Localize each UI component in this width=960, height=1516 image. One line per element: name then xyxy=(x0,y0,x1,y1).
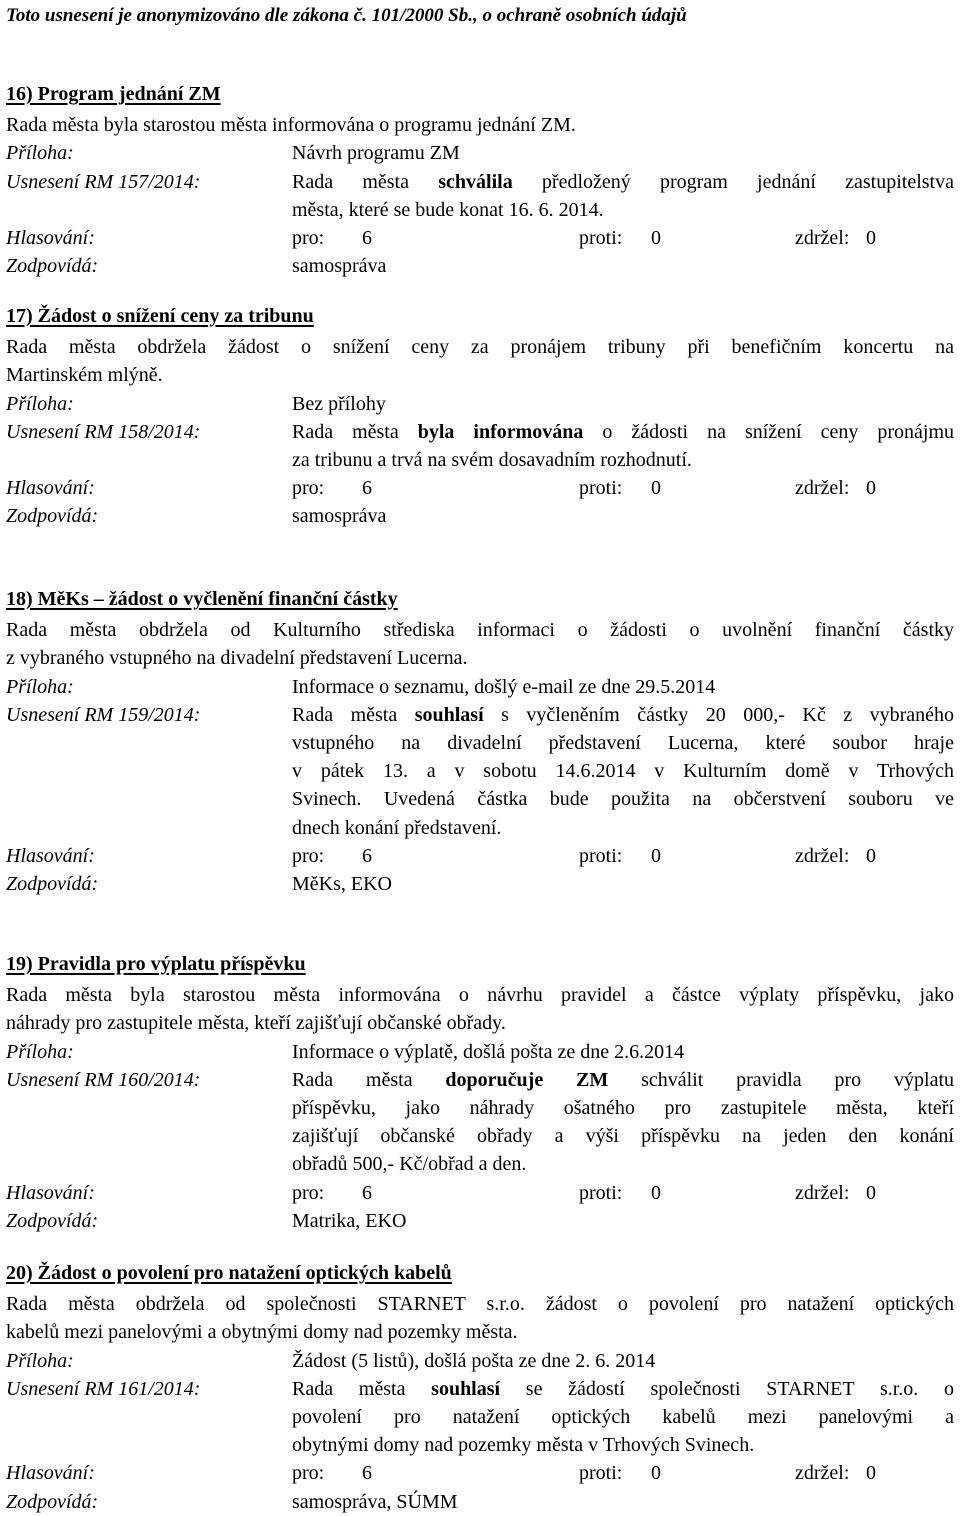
attachment-label: Příloha: xyxy=(6,142,74,165)
responsible-label: Zodpovídá: xyxy=(6,505,99,528)
resolution-label: Usnesení RM 159/2014: xyxy=(6,703,201,726)
resolution-line: Svinech. Uvedená částka bude použita na občerstvení souboru ve xyxy=(292,788,954,811)
section-title: 20) Žádost o povolení pro natažení optických kabelů xyxy=(6,1262,452,1284)
anonymization-header: Toto usnesení je anonymizováno dle zákona č. 101/2000 Sb., o ochraně osobních údajů xyxy=(6,5,687,26)
vote-pro-value: 6 xyxy=(362,844,372,867)
responsible-value: MěKs, EKO xyxy=(292,873,392,895)
resolution-line: vstupného na divadelní představení Lucerna, které soubor hraje xyxy=(292,732,954,754)
section-intro-line: Martinském mlýně. xyxy=(6,364,163,387)
resolution-line: dnech konání představení. xyxy=(292,816,502,839)
vote-pro-value: 6 xyxy=(362,1181,372,1204)
vote-proti-value: 0 xyxy=(651,844,661,867)
resolution-line: zajišťují občanské obřady a výši příspěvku na jeden den konání xyxy=(292,1125,954,1148)
resolution-label: Usnesení RM 158/2014: xyxy=(6,420,201,443)
resolution-line: Rada města souhlasí s vyčleněním částky 20 000,- Kč z vybraného xyxy=(292,703,954,726)
attachment-label: Příloha: xyxy=(6,392,74,415)
attachment-label: Příloha: xyxy=(6,1349,74,1372)
responsible-value: samospráva xyxy=(292,255,387,278)
vote-proti-value: 0 xyxy=(651,227,661,249)
vote-pro-label: pro: xyxy=(292,844,325,867)
resolution-line: povolení pro natažení optických kabelů mezi panelovými a xyxy=(292,1406,954,1428)
resolution-line: v pátek 13. a v sobotu 14.6.2014 v Kulturním domě v Trhových xyxy=(292,760,954,783)
vote-pro-label: pro: xyxy=(292,1181,325,1204)
responsible-label: Zodpovídá: xyxy=(6,873,99,895)
section-intro-line: náhrady pro zastupitele města, kteří zajišťují občanské obřady. xyxy=(6,1012,506,1035)
section-intro-line: Rada města obdržela od Kulturního střediska informaci o žádosti o uvolnění finanční částky xyxy=(6,619,954,642)
vote-pro-value: 6 xyxy=(362,227,372,249)
resolution-line: za tribunu a trvá na svém dosavadním rozhodnutí. xyxy=(292,449,692,471)
section-title: 19) Pravidla pro výplatu příspěvku xyxy=(6,953,306,975)
vote-pro-value: 6 xyxy=(362,477,372,500)
vote-pro-label: pro: xyxy=(292,227,325,249)
vote-zdrzel-value: 0 xyxy=(866,1462,876,1485)
vote-proti-value: 0 xyxy=(651,1462,661,1485)
vote-zdrzel-value: 0 xyxy=(866,1181,876,1204)
section-intro-line: Rada města obdržela žádost o snížení ceny za pronájem tribuny při benefičním koncertu na xyxy=(6,336,954,359)
vote-proti-label: proti: xyxy=(579,227,623,249)
voting-label: Hlasování: xyxy=(6,477,95,500)
vote-zdrzel-label: zdržel: xyxy=(795,227,850,249)
section-title: 16) Program jednání ZM xyxy=(6,83,221,105)
vote-proti-value: 0 xyxy=(651,477,661,500)
section-title: 17) Žádost o snížení ceny za tribunu xyxy=(6,305,314,327)
vote-pro-label: pro: xyxy=(292,1462,325,1485)
section-title: 18) MěKs – žádost o vyčlenění finanční částky xyxy=(6,588,398,610)
vote-proti-value: 0 xyxy=(651,1181,661,1204)
resolution-line: Rada města schválila předložený program jednání zastupitelstva xyxy=(292,170,954,193)
attachment-label: Příloha: xyxy=(6,675,74,698)
vote-zdrzel-value: 0 xyxy=(866,844,876,867)
voting-label: Hlasování: xyxy=(6,1462,95,1485)
responsible-label: Zodpovídá: xyxy=(6,1209,99,1232)
responsible-value: samospráva xyxy=(292,505,387,528)
vote-zdrzel-value: 0 xyxy=(866,477,876,500)
vote-zdrzel-value: 0 xyxy=(866,227,876,249)
resolution-line: obřadů 500,- Kč/obřad a den. xyxy=(292,1153,527,1176)
section-intro-line: z vybraného vstupného na divadelní představení Lucerna. xyxy=(6,647,468,670)
section-intro-line: Rada města obdržela od společnosti STARNET s.r.o. žádost o povolení pro natažení optických xyxy=(6,1293,954,1316)
attachment-value: Informace o seznamu, došlý e-mail ze dne 29.5.2014 xyxy=(292,675,716,698)
section-intro-line: Rada města byla starostou města informována o návrhu pravidel a částce výplaty příspěvku, jako xyxy=(6,984,954,1007)
vote-proti-label: proti: xyxy=(579,1462,623,1485)
responsible-value: samospráva, SÚMM xyxy=(292,1490,458,1513)
voting-label: Hlasování: xyxy=(6,1181,95,1204)
vote-zdrzel-label: zdržel: xyxy=(795,1181,850,1204)
resolution-line: příspěvku, jako náhrady ošatného pro zastupitele města, kteří xyxy=(292,1097,954,1119)
vote-pro-label: pro: xyxy=(292,477,325,500)
resolution-label: Usnesení RM 160/2014: xyxy=(6,1068,201,1091)
resolution-line: obytnými domy nad pozemky města v Trhových Svinech. xyxy=(292,1434,755,1457)
section-intro-line: kabelů mezi panelovými a obytnými domy nad pozemky města. xyxy=(6,1321,518,1344)
vote-proti-label: proti: xyxy=(579,477,623,500)
vote-proti-label: proti: xyxy=(579,844,623,867)
resolution-label: Usnesení RM 161/2014: xyxy=(6,1377,201,1400)
vote-zdrzel-label: zdržel: xyxy=(795,477,850,500)
responsible-label: Zodpovídá: xyxy=(6,255,99,278)
attachment-label: Příloha: xyxy=(6,1040,74,1063)
vote-zdrzel-label: zdržel: xyxy=(795,1462,850,1485)
vote-proti-label: proti: xyxy=(579,1181,623,1204)
resolution-line: Rada města doporučuje ZM schválit pravidla pro výplatu xyxy=(292,1068,954,1091)
resolution-line: města, které se bude konat 16. 6. 2014. xyxy=(292,198,604,221)
resolution-label: Usnesení RM 157/2014: xyxy=(6,170,201,193)
voting-label: Hlasování: xyxy=(6,227,95,249)
vote-zdrzel-label: zdržel: xyxy=(795,844,850,867)
attachment-value: Žádost (5 listů), došlá pošta ze dne 2. 6. 2014 xyxy=(292,1349,656,1372)
responsible-label: Zodpovídá: xyxy=(6,1490,99,1513)
vote-pro-value: 6 xyxy=(362,1462,372,1485)
attachment-value: Bez přílohy xyxy=(292,392,386,415)
attachment-value: Návrh programu ZM xyxy=(292,142,460,165)
attachment-value: Informace o výplatě, došlá pošta ze dne 2.6.2014 xyxy=(292,1040,685,1063)
section-intro-line: Rada města byla starostou města informována o programu jednání ZM. xyxy=(6,114,576,137)
resolution-line: Rada města souhlasí se žádostí společnosti STARNET s.r.o. o xyxy=(292,1377,954,1400)
responsible-value: Matrika, EKO xyxy=(292,1209,407,1232)
resolution-line: Rada města byla informována o žádosti na snížení ceny pronájmu xyxy=(292,420,954,443)
voting-label: Hlasování: xyxy=(6,844,95,867)
